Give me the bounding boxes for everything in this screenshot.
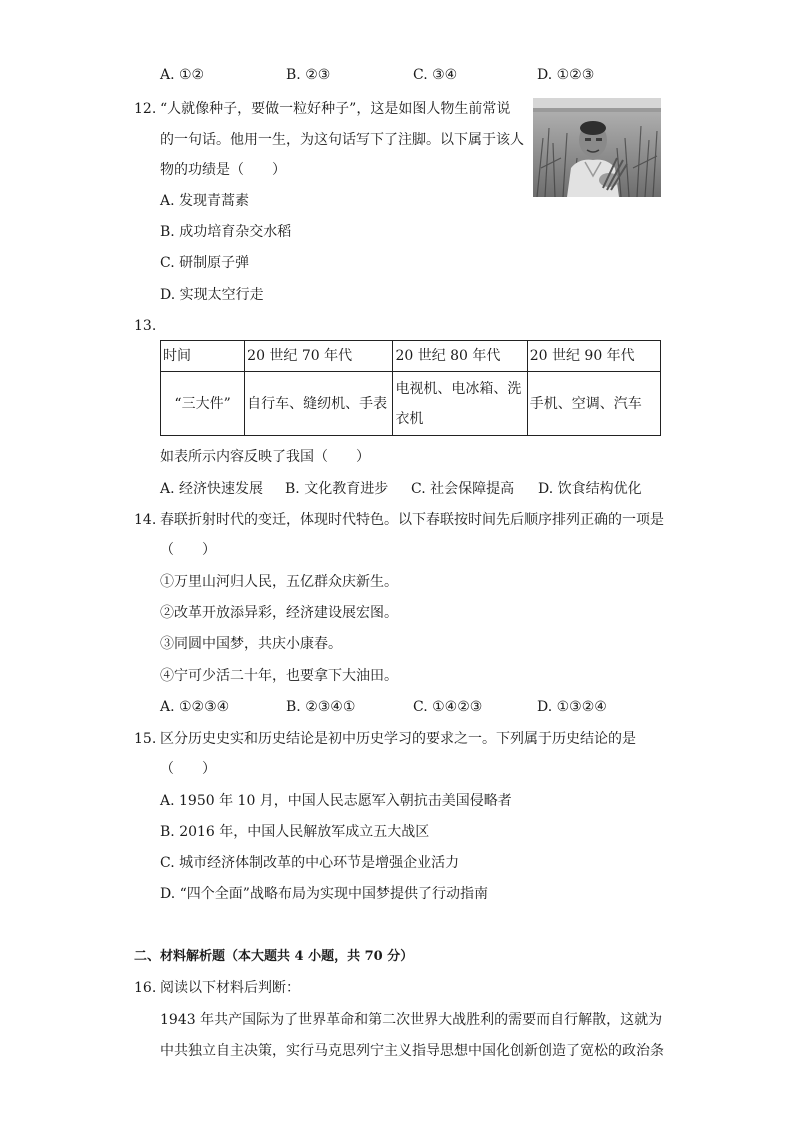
q13-table-header: 时间 xyxy=(161,341,245,372)
q12-line-1: “人就像种子，要做一粒好种子”，这是如图人物生前常说 xyxy=(160,101,511,117)
q13-option-d: D. 饮食结构优化 xyxy=(538,481,642,497)
q12-option-b: B. 成功培育杂交水稻 xyxy=(160,224,292,240)
q14-number: 14. xyxy=(134,512,157,528)
q13-table-header: 20 世纪 90 年代 xyxy=(527,341,660,372)
q14-stem: 春联折射时代的变迁，体现时代特色。以下春联按时间先后顺序排列正确的一项是 xyxy=(160,512,664,528)
q14-answer-paren: （ ） xyxy=(160,542,216,558)
q11-option-b: B. ②③ xyxy=(286,67,331,83)
q11-option-a: A. ①② xyxy=(160,67,205,83)
q16-material-line: 1943 年共产国际为了世界革命和第二次世界大战胜利的需要而自行解散，这就为 xyxy=(160,1012,663,1028)
q12-option-a: A. 发现青蒿素 xyxy=(160,193,250,209)
q13-option-b: B. 文化教育进步 xyxy=(285,481,389,497)
q14-item: ①万里山河归人民，五亿群众庆新生。 xyxy=(160,574,398,590)
q15-option-d: D. “四个全面”战略布局为实现中国梦提供了行动指南 xyxy=(160,886,488,902)
q12-number: 12. xyxy=(134,101,157,117)
q15-option-b: B. 2016 年，中国人民解放军成立五大战区 xyxy=(160,824,430,840)
q14-option-a: A. ①②③④ xyxy=(160,699,230,715)
q12-line-2: 的一句话。他用一生，为这句话写下了注脚。以下属于该人 xyxy=(160,132,524,148)
q13-options xyxy=(160,479,660,499)
q13-table-cell: 手机、空调、汽车 xyxy=(527,372,660,436)
q15-option-a: A. 1950 年 10 月，中国人民志愿军入朝抗击美国侵略者 xyxy=(160,793,512,809)
q13-table-cell: 电视机、电冰箱、洗衣机 xyxy=(393,372,527,436)
q13-table-cell: 自行车、缝纫机、手表 xyxy=(245,372,393,436)
q13-table-header: 20 世纪 70 年代 xyxy=(245,341,393,372)
q13-number: 13. xyxy=(134,318,157,334)
q15-option-c: C. 城市经济体制改革的中心环节是增强企业活力 xyxy=(160,855,460,871)
q14-options xyxy=(160,697,660,717)
q16-number: 16. xyxy=(134,980,157,996)
q14-item: ②改革开放添异彩，经济建设展宏图。 xyxy=(160,605,398,621)
q16-material-line: 中共独立自主决策，实行马克思列宁主义指导思想中国化创新创造了宽松的政治条 xyxy=(160,1043,664,1059)
q14-option-c: C. ①④②③ xyxy=(413,699,483,715)
q11-options xyxy=(160,65,660,85)
q14-item: ④宁可少活二十年，也要拿下大油田。 xyxy=(160,668,398,684)
q13-table-header: 20 世纪 80 年代 xyxy=(393,341,527,372)
q14-option-b: B. ②③④① xyxy=(286,699,356,715)
q13-table-row-label: “三大件” xyxy=(161,372,245,436)
section-2-heading: 二、材料解析题（本大题共 4 小题，共 70 分） xyxy=(134,949,414,964)
q12-line-3: 物的功绩是（ ） xyxy=(160,162,286,178)
q13-table-row xyxy=(161,372,661,436)
q14-item: ③同圆中国梦，共庆小康春。 xyxy=(160,636,342,652)
q13-stem: 如表所示内容反映了我国（ ） xyxy=(160,449,370,465)
q15-number: 15. xyxy=(134,731,157,747)
q14-option-d: D. ①③②④ xyxy=(537,699,607,715)
q15-stem: 区分历史史实和历史结论是初中历史学习的要求之一。下列属于历史结论的是 xyxy=(160,731,636,747)
q13-option-a: A. 经济快速发展 xyxy=(160,481,264,497)
q12-portrait-photo xyxy=(533,98,661,197)
q12-option-d: D. 实现太空行走 xyxy=(160,287,264,303)
q16-stem: 阅读以下材料后判断： xyxy=(160,980,300,996)
q15-answer-paren: （ ） xyxy=(160,761,216,777)
q13-table-header-row xyxy=(161,341,661,372)
q12-option-c: C. 研制原子弹 xyxy=(160,255,250,271)
q13-table xyxy=(160,340,661,436)
q13-option-c: C. 社会保障提高 xyxy=(411,481,515,497)
q11-option-d: D. ①②③ xyxy=(537,67,595,83)
q11-option-c: C. ③④ xyxy=(413,67,458,83)
